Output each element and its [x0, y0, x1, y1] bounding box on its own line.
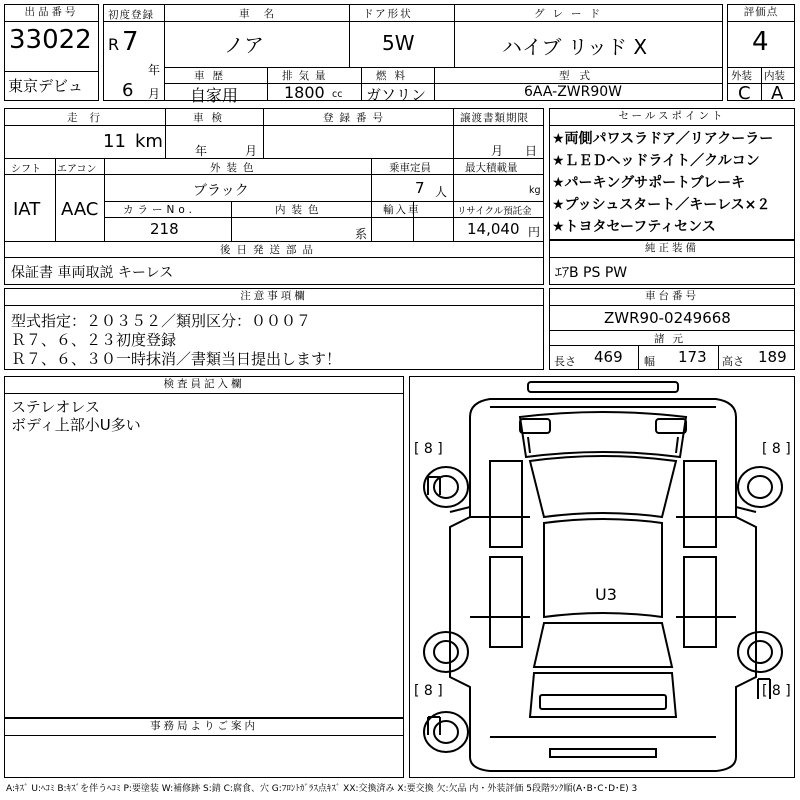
- mileage-unit: km: [135, 131, 163, 152]
- interior-label: 内装: [764, 70, 785, 82]
- grade-label: グレード: [534, 8, 608, 20]
- transfer-day-unit: 日: [525, 144, 538, 158]
- model: 6AA-ZWR90W: [524, 84, 623, 100]
- width-label: 幅: [644, 355, 655, 368]
- later-parts-label: 後日発送部品: [220, 244, 319, 256]
- reg-month: 6: [122, 80, 134, 101]
- equipment-label: 純正装備: [550, 241, 794, 258]
- note-line: Ｒ７、６、２３初度登録: [11, 331, 177, 349]
- equipment: ｴｱB PS PW: [555, 265, 628, 281]
- mileage-label: 走行: [67, 112, 112, 124]
- tire-fl-depth: [ 8 ]: [414, 441, 443, 457]
- lot-number: 33022: [9, 25, 92, 55]
- inspector-line: ステレオレス: [11, 398, 100, 416]
- reg-year-unit: 年: [148, 63, 161, 77]
- chassis-number: ZWR90-0249668: [604, 309, 731, 327]
- load-unit: kg: [529, 185, 541, 196]
- damage-diagram-box: [409, 376, 795, 778]
- recycle-label: リサイクル預託金: [457, 206, 532, 217]
- shift: IAT: [13, 199, 41, 220]
- vehicle-info-box: [103, 4, 723, 105]
- sales-point-item: ★パーキングサポートブレーキ: [552, 175, 746, 191]
- capacity-label: 乗車定員: [389, 162, 431, 174]
- sales-point-item: ★プッシュスタート／キーレス×２: [552, 197, 771, 213]
- tire-rr-depth: [ 8 ]: [762, 683, 791, 699]
- exterior-grade: C: [738, 83, 751, 104]
- colorno-label: カラーNo.: [123, 204, 196, 216]
- mileage: 11: [103, 131, 126, 152]
- recycle-unit: 円: [528, 225, 541, 239]
- exterior-color: ブラック: [193, 183, 249, 199]
- later-parts: 保証書 車両取説 キーレス: [11, 265, 174, 281]
- detail-box: [4, 108, 544, 285]
- displacement-unit: cc: [332, 89, 343, 100]
- reg-month-unit: 月: [148, 87, 161, 101]
- fuel: ガソリン: [366, 86, 427, 104]
- notes-box: [4, 288, 544, 370]
- legend: A:ｷｽﾞ U:ﾍｺﾐ B:ｷｽﾞを伴うﾍｺﾐ P:要塗装 W:補修跡 S:錆 C:腐食、穴 G:ﾌﾛﾝﾄｶﾞﾗｽ点ｷｽﾞ XX:交換済み X:要交換 欠:欠品 内・外装評価 5段階ﾗﾝｸ順(A･B･C･D･E) 3: [6, 784, 638, 794]
- tire-rl-depth: [ 8 ]: [414, 683, 443, 699]
- rating-label: 評価点: [728, 5, 794, 22]
- insp-year-unit: 年: [195, 144, 208, 158]
- intcolor-unit: 系: [355, 227, 368, 241]
- chassis-label: 車台番号: [550, 289, 794, 306]
- chassis-box: [549, 288, 795, 370]
- model-label: 型式: [559, 70, 600, 82]
- length: 469: [594, 348, 623, 366]
- insp-month-unit: 月: [245, 144, 258, 158]
- name-label: 車名: [239, 8, 288, 20]
- sales-points-label: セールスポイント: [550, 109, 794, 126]
- door-type: 5W: [382, 31, 415, 55]
- interior-grade: A: [771, 83, 784, 104]
- capacity-unit: 人: [435, 185, 448, 199]
- inspector-box: [4, 376, 404, 718]
- venue: 東京デビュ: [8, 77, 84, 95]
- rating: 4: [752, 27, 769, 57]
- sales-point-item: ★ＬＥＤヘッドライト／クルコン: [552, 153, 760, 169]
- intcolor-label: 内装色: [275, 204, 325, 216]
- displacement-label: 排気量: [282, 70, 332, 82]
- door-label: ドア形状: [363, 8, 413, 20]
- inspection-label: 車検: [193, 112, 230, 124]
- office-box: [4, 718, 404, 778]
- colorno: 218: [150, 220, 179, 238]
- roof-damage-mark: U3: [595, 585, 617, 604]
- dims-label: 諸元: [654, 333, 691, 345]
- length-label: 長さ: [554, 355, 576, 368]
- fuel-label: 燃料: [376, 70, 413, 82]
- grade: ハイブ リッド X: [502, 35, 648, 59]
- lot-number-label: 出品番号: [5, 5, 98, 22]
- notes-label: 注意事項欄: [5, 289, 543, 306]
- office-label: 事務局よりご案内: [5, 719, 403, 736]
- transfer-month-unit: 月: [491, 144, 504, 158]
- ac: AAC: [61, 199, 99, 220]
- vehicle-name: ノア: [224, 33, 264, 57]
- sales-point-item: ★両側パワスラドア／リアクーラー: [552, 131, 774, 147]
- capacity: 7: [415, 179, 425, 197]
- lot-number-box: [4, 4, 99, 101]
- color-label: 外装色: [210, 162, 260, 174]
- height: 189: [758, 348, 787, 366]
- regno-label: 登録番号: [323, 112, 389, 124]
- import-label: 輸入車: [383, 204, 421, 216]
- note-line: Ｒ７、６、３０一時抹消／書類当日提出します！: [11, 350, 342, 368]
- width: 173: [678, 348, 707, 366]
- history: 自家用: [190, 86, 239, 105]
- ac-label: エアコン: [57, 164, 97, 175]
- equipment-box: [549, 240, 795, 285]
- transfer-label: 譲渡書類期限: [460, 112, 529, 124]
- note-line: 型式指定：２０３５２／類別区分：０００７: [11, 312, 312, 330]
- height-label: 高さ: [722, 355, 744, 368]
- displacement: 1800: [284, 83, 325, 102]
- inspector-label: 検査員記入欄: [5, 377, 403, 394]
- reg-label: 初度登録: [108, 9, 154, 21]
- car-diagram: [410, 377, 796, 779]
- history-label: 車歴: [194, 70, 231, 82]
- tire-fr-depth: [ 8 ]: [762, 441, 791, 457]
- reg-era: R: [108, 35, 120, 54]
- sales-points-box: [549, 108, 795, 240]
- sales-point-item: ★トヨタセーフティセンス: [552, 219, 716, 235]
- reg-year: 7: [122, 27, 139, 57]
- inspector-line: ボディ上部小U多い: [11, 416, 141, 434]
- rating-box: [727, 4, 795, 104]
- load-label: 最大積載量: [465, 162, 518, 174]
- recycle: 14,040: [467, 220, 520, 238]
- shift-label: シフト: [11, 164, 41, 175]
- exterior-label: 外装: [731, 70, 752, 82]
